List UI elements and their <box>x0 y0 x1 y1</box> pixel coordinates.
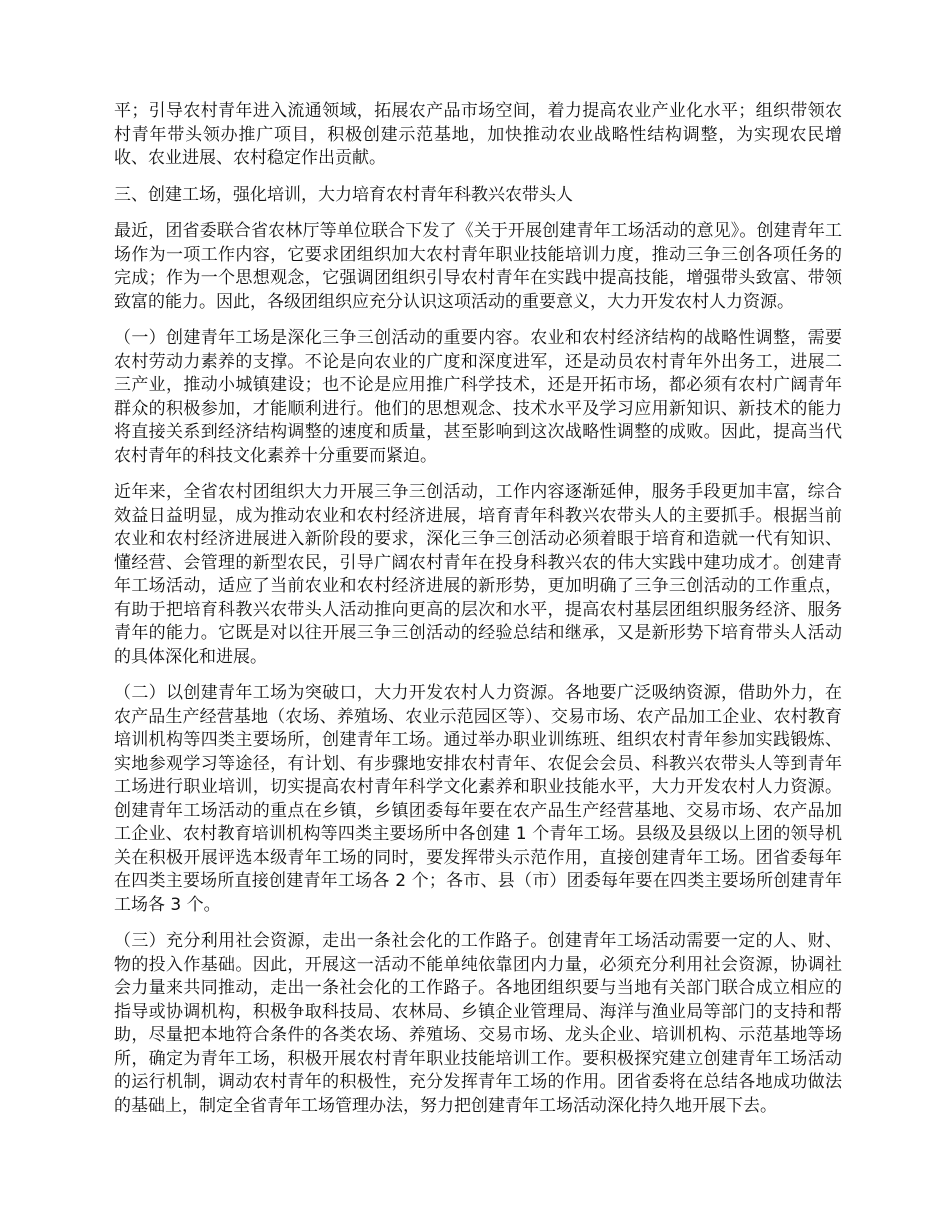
paragraph-point-1: （一）创建青年工场是深化三争三创活动的重要内容。农业和农村经济结构的战略性调整，需要农村劳动力素养的支撑。不论是向农业的广度和深度进军，还是动员农村青年外出务工，进展二三产业，推动小城镇建设；也不论是应用推广科学技术，还是开拓市场，都必须有农村广阔青年群众的积极参加，才能顺利进行。他们的思想观念、技术水平及学习应用新知识、新技术的能力将直接关系到经济结构调整的速度和质量，甚至影响到这次战略性调整的成败。因此，提高当代农村青年的科技文化素养十分重要而紧迫。 <box>114 328 842 466</box>
paragraph-continuation: 平；引导农村青年进入流通领域，拓展农产品市场空间，着力提高农业产业化水平；组织带领农村青年带头领办推广项目，积极创建示范基地，加快推动农业战略性结构调整，为实现农民增收、农业进展、农村稳定作出贡献。 <box>114 101 842 168</box>
section-heading: 三、创建工场，强化培训，大力培育农村青年科教兴农带头人 <box>114 184 573 205</box>
paragraph-point-2: （二）以创建青年工场为突破口，大力开发农村人力资源。各地要广泛吸纳资源，借助外力，在农产品生产经营基地（农场、养殖场、农业示范园区等）、交易市场、农产品加工企业、农村教育培训机构等四类主要场所，创建青年工场。通过举办职业训练班、组织农村青年参加实践锻炼、实地参观学习等途径，有计划、有步骤地安排农村青年、农促会会员、科教兴农带头人等到青年工场进行职业培训，切实提高农村青年科学文化素养和职业技能水平，大力开发农村人力资源。创建青年工场活动的重点在乡镇，乡镇团委每年要在农产品生产经营基地、交易市场、农产品加工企业、农村教育培训机构等四类主要场所中各创建 1 个青年工场。县级及县级以上团的领导机关在积极开展评选本级青年工场的同时，要发挥带头示范作用，直接创建青年工场。团省委每年在四类主要场所直接创建青年工场各 2 个；各市、县（市）团委每年要在四类主要场所创建青年工场各 3 个。 <box>114 683 842 915</box>
document-body <box>114 100 842 1131</box>
paragraph-recent-years: 近年来，全省农村团组织大力开展三争三创活动，工作内容逐渐延伸，服务手段更加丰富，综合效益日益明显，成为推动农业和农村经济进展，培育青年科教兴农带头人的主要抓手。根据当前农业和农村经济进展进入新阶段的要求，深化三争三创活动必须着眼于培育和造就一代有知识、懂经营、会管理的新型农民，引导广阔农村青年在投身科教兴农的伟大实践中建功成才。创建青年工场活动，适应了当前农业和农村经济进展的新形势，更加明确了三争三创活动的工作重点，有助于把培育科教兴农带头人活动推向更高的层次和水平，提高农村基层团组织服务经济、服务青年的能力。它既是对以往开展三争三创活动的经验总结和继承，又是新形势下培育带头人活动的具体深化和进展。 <box>114 482 842 667</box>
paragraph-point-3: （三）充分利用社会资源，走出一条社会化的工作路子。创建青年工场活动需要一定的人、财、物的投入作基础。因此，开展这一活动不能单纯依靠团内力量，必须充分利用社会资源，协调社会力量来共同推动，走出一条社会化的工作路子。各地团组织要与当地有关部门联合成立相应的指导或协调机构，积极争取科技局、农林局、乡镇企业管理局、海洋与渔业局等部门的支持和帮助，尽量把本地符合条件的各类农场、养殖场、交易市场、龙头企业、培训机构、示范基地等场所，确定为青年工场，积极开展农村青年职业技能培训工作。要积极探究建立创建青年工场活动的运行机制，调动农村青年的积极性，充分发挥青年工场的作用。团省委将在总结各地成功做法的基础上，制定全省青年工场管理办法，努力把创建青年工场活动深化持久地开展下去。 <box>114 931 842 1116</box>
paragraph-intro: 最近，团省委联合省农林厅等单位联合下发了《关于开展创建青年工场活动的意见》。创建青年工场作为一项工作内容，它要求团组织加大农村青年职业技能培训力度，推动三争三创各项任务的完成；作为一个思想观念，它强调团组织引导农村青年在实践中提高技能，增强带头致富、带领致富的能力。因此，各级团组织应充分认识这项活动的重要意义，大力开发农村人力资源。 <box>114 221 842 312</box>
